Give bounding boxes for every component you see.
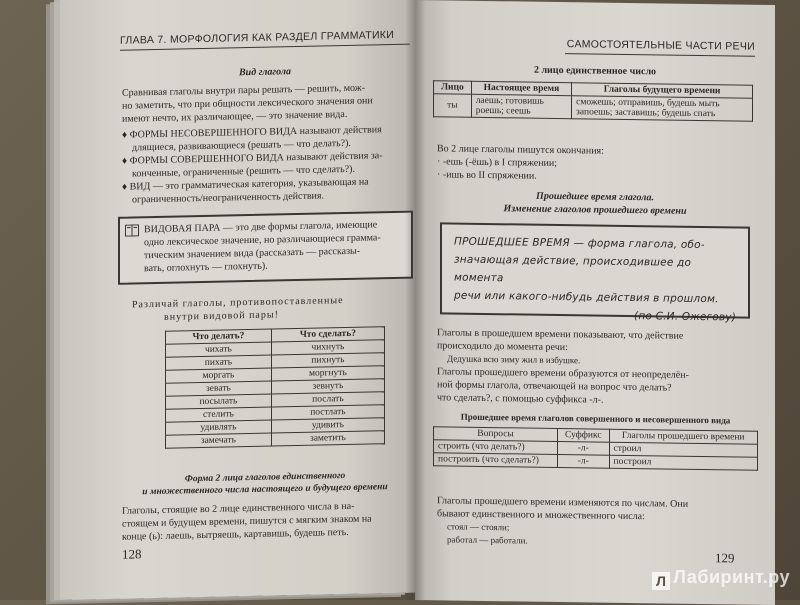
table-header: Что сделать? xyxy=(271,327,384,342)
definition-source: (по С.И. Ожегову) xyxy=(454,305,736,327)
table2-title: Прошедшее время глаголов совершенного и несовершенного вида xyxy=(433,410,758,428)
table-header: Вопросы xyxy=(434,427,558,442)
table-cell: -л- xyxy=(558,454,609,468)
table-cell xyxy=(572,96,753,122)
form-line: стоящем и будущем времени, пишутся с мягким знаком на xyxy=(122,512,414,531)
note-line: одно лексическое значение, но различающиеся грамма- xyxy=(144,231,403,249)
note-line: ВИДОВАЯ ПАРА — это две формы глагола, имеющие xyxy=(144,218,403,236)
right-page-number: 129 xyxy=(715,550,735,566)
form-line: Глаголы, стоящие во 2 лице единственного числа в на- xyxy=(122,499,414,518)
table-cell: стелить xyxy=(166,407,272,422)
table-cell: -л- xyxy=(558,441,609,455)
form-title-line: Форма 2 лица глаголов единственного xyxy=(120,469,410,487)
table-header: Лицо xyxy=(434,81,472,95)
endings-line: · -ешь (-ёшь) в I спряжении; xyxy=(437,155,757,172)
instruction xyxy=(132,293,412,325)
bullet-list xyxy=(122,123,412,207)
book-icon xyxy=(125,224,139,236)
form-paragraph xyxy=(122,499,414,544)
cell-line: лаешь; готовишь xyxy=(476,96,567,107)
intro-line: но заметить, что при общности лексического значения они xyxy=(122,94,412,113)
table-cell: чихать xyxy=(166,342,272,357)
table-header: Суффикс xyxy=(558,428,609,442)
past-line: ной формы глагола, отвечающей на вопрос что делать? xyxy=(437,378,762,396)
form-line: конце (ь): лаешь, вытряешь, картавишь, будешь петь. xyxy=(122,525,414,544)
right-page-header: САМОСТОЯТЕЛЬНЫЕ ЧАСТИ РЕЧИ xyxy=(565,38,755,57)
number-line: бывают единственного и множественного числа: xyxy=(437,507,762,525)
table-cell: заметить xyxy=(271,431,384,446)
table-cell: строил xyxy=(609,442,757,457)
past-title-line: Изменение глаголов прошедшего времени xyxy=(435,201,755,218)
past-line: происходило до момента речи: xyxy=(437,339,762,357)
table-cell: пихать xyxy=(166,355,272,370)
form-title-line: и множественного числа настоящего и будущего времени xyxy=(120,481,410,499)
note-line: тическим значением вида (рассказать — рассказы- xyxy=(144,244,403,262)
past-tense-table xyxy=(433,426,758,471)
instruction-line: внутри видовой пары! xyxy=(132,306,412,325)
table-cell xyxy=(471,94,571,118)
number-line: Глаголы прошедшего времени изменяются по числам. Они xyxy=(437,494,762,512)
right-page xyxy=(415,0,775,605)
bullet-line: ♦ ВИД — это грамматическая категория, указывающая на xyxy=(122,175,412,194)
table-row xyxy=(434,94,753,121)
table-cell: моргать xyxy=(166,368,272,383)
aspect-pair-note xyxy=(118,211,413,285)
labirint-logo-icon: Л xyxy=(652,572,670,590)
bullet-line: ограниченность/неограниченность действия. xyxy=(122,188,412,207)
number-example: работал — работали. xyxy=(437,533,762,551)
table-header: Что делать? xyxy=(166,329,272,344)
intro-line: Сравнивая глаголы внутри пары решать — решить, мож- xyxy=(122,81,412,100)
instruction-line: Различай глаголы, противопоставленные xyxy=(132,293,412,312)
endings-paragraph xyxy=(437,142,757,185)
endings-line: Во 2 лице глаголы пишутся окончания: xyxy=(437,142,757,159)
intro-paragraph xyxy=(122,81,412,126)
table-cell: послать xyxy=(271,392,384,407)
endings-line: · -ишь во II спряжении. xyxy=(437,168,757,185)
table-cell: удивить xyxy=(271,418,384,433)
past-tense-definition xyxy=(440,222,750,318)
aspect-pair-table xyxy=(165,326,385,449)
table-cell: моргнуть xyxy=(271,366,384,381)
form-title xyxy=(120,469,410,499)
number-paragraph xyxy=(437,494,762,551)
bullet-line: длящиеся, развивающиеся (решать — что делать?). xyxy=(122,136,412,155)
table-cell: пихнуть xyxy=(271,353,384,368)
table-cell: ты xyxy=(434,94,472,118)
note-line: вать, оглохнуть — глохнуть). xyxy=(144,257,403,275)
table1-title: 2 лицо единственное число xyxy=(435,62,755,79)
bullet-line: ♦ ФОРМЫ СОВЕРШЕННОГО ВИДА называют действия за- xyxy=(122,149,412,168)
past-line: Глаголы в прошедшем времени показывают, что действие xyxy=(437,326,762,344)
definition-line: значающая действие, происходившее до момента xyxy=(454,251,736,291)
table-cell: постлать xyxy=(271,405,384,420)
past-paragraph xyxy=(437,326,762,409)
cell-line: сможешь; отправишь, будешь мыть xyxy=(576,97,748,109)
table-header: Глаголы прошедшего времени xyxy=(609,429,757,444)
table-cell: чихнуть xyxy=(271,340,384,355)
cell-line: запоешь; заставишь; будешь спать xyxy=(576,107,748,119)
table-cell: зевнуть xyxy=(271,379,384,394)
past-title xyxy=(435,188,755,218)
past-line: Глаголы прошедшего времени образуются от неопределён- xyxy=(437,365,762,383)
past-title-line: Прошедшее время глагола. xyxy=(435,188,755,205)
left-page-number: 128 xyxy=(122,546,142,562)
table-cell: построить (что сделать?) xyxy=(434,453,558,468)
intro-line: имеют нечто, их различающее, — это значение вида. xyxy=(122,107,412,126)
bullet-line: ♦ ФОРМЫ НЕСОВЕРШЕННОГО ВИДА называют действия xyxy=(122,123,412,142)
table-header: Настоящее время xyxy=(471,81,571,95)
number-example: стоял — стояли; xyxy=(437,520,762,538)
section-title: Вид глагола xyxy=(120,63,410,82)
left-page xyxy=(60,0,415,600)
watermark xyxy=(652,567,790,590)
table-cell: строить (что делать?) xyxy=(434,440,558,455)
cell-line: роешь; сеешь xyxy=(476,106,567,117)
bullet-line: конченные, ограниченные (решить — что сделать?). xyxy=(122,162,412,181)
definition-line: ПРОШЕДШЕЕ ВРЕМЯ — форма глагола, обо- xyxy=(454,233,736,255)
table-cell: зевать xyxy=(166,381,272,396)
table-header: Глаголы будущего времени xyxy=(572,83,753,99)
watermark-text: Лабиринт.ру xyxy=(673,567,790,587)
book-spine xyxy=(405,0,425,600)
past-example: Дедушка всю зиму жил в избушке. xyxy=(437,352,762,370)
left-page-header: ГЛАВА 7. МОРФОЛОГИЯ КАК РАЗДЕЛ ГРАММАТИКИ xyxy=(120,29,410,51)
table-cell: замечать xyxy=(166,433,272,448)
table-cell: удивлять xyxy=(166,420,272,435)
second-person-table xyxy=(433,80,753,121)
table-cell: посылать xyxy=(166,394,272,409)
past-line: что сделать?, с помощью суффикса -л-. xyxy=(437,391,762,409)
table-cell: построил xyxy=(609,455,757,470)
definition-line: речи или какого-нибудь действия в прошлом. xyxy=(454,287,736,309)
